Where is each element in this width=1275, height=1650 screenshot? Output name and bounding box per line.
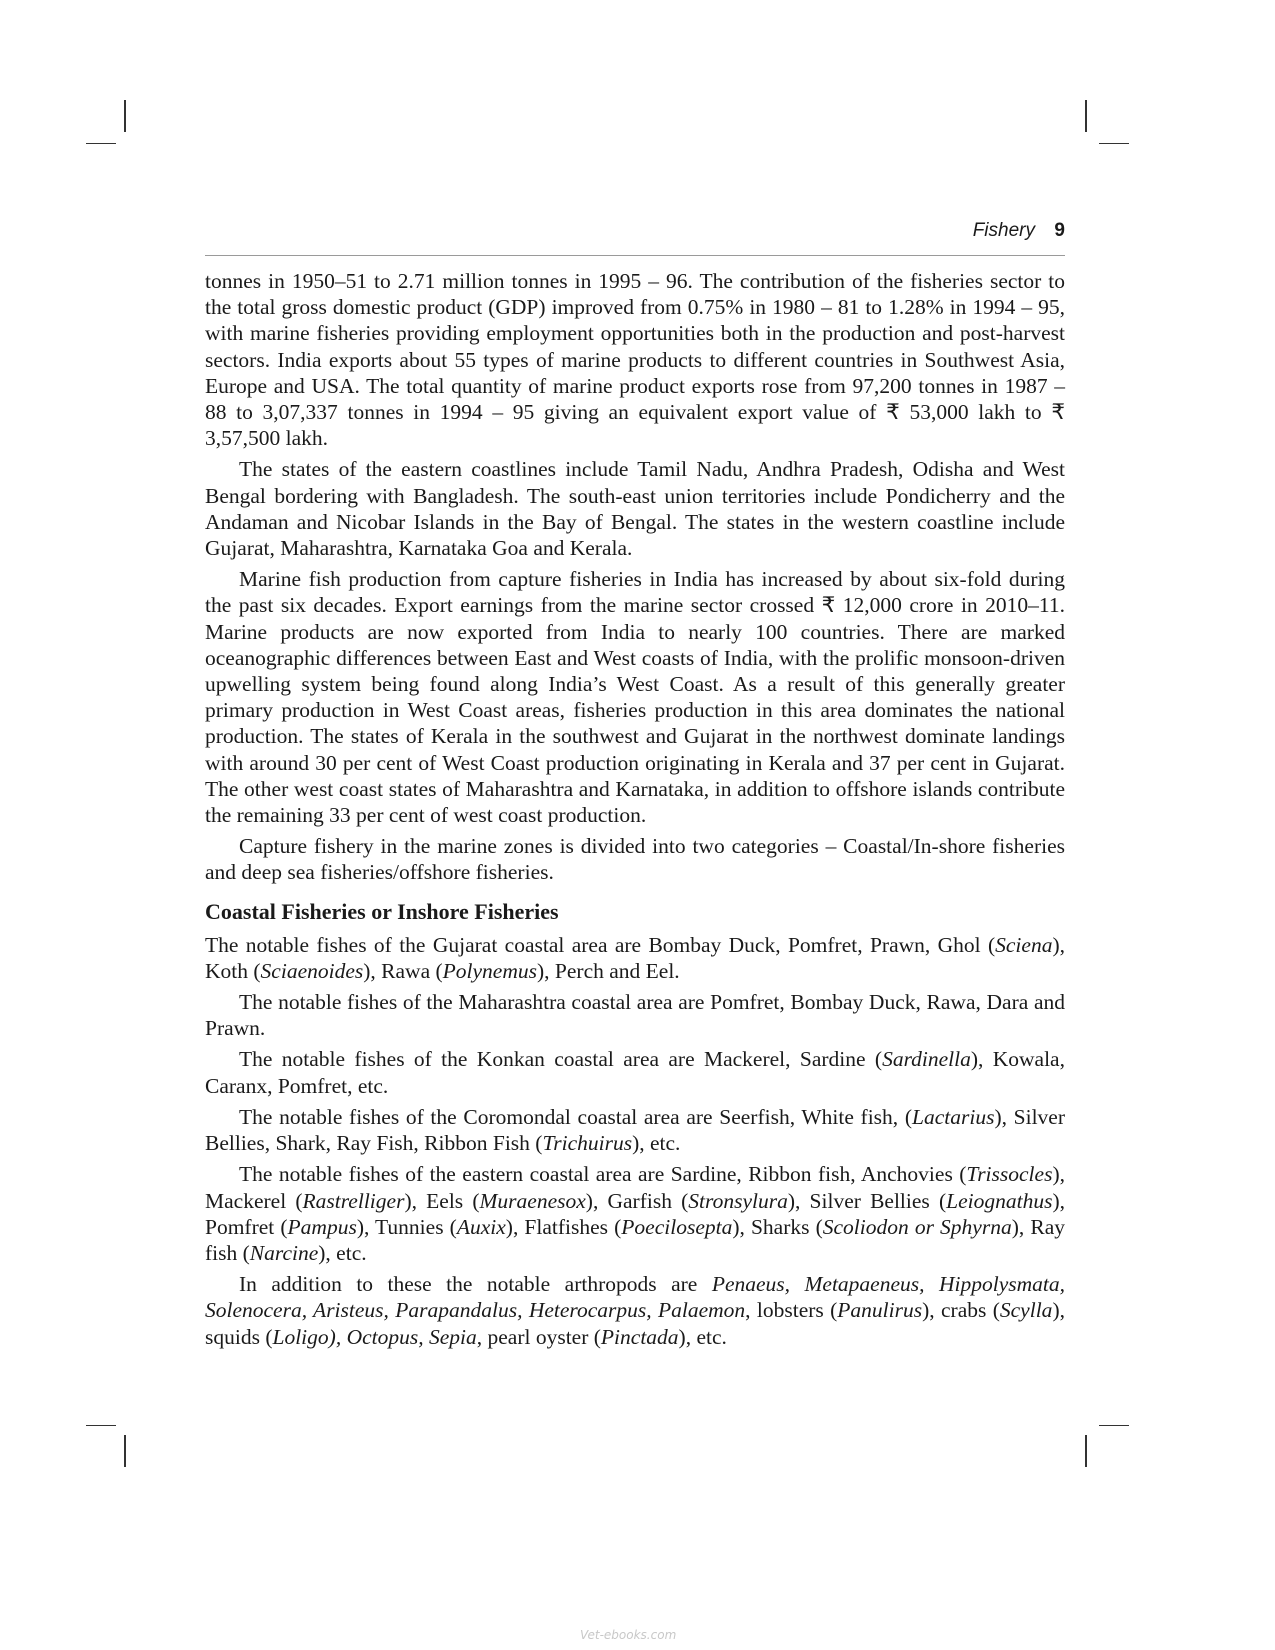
- text-run: ), Mackerel (: [205, 1162, 1065, 1213]
- text-run: The notable fishes of the eastern coastal area are Sardine, Ribbon fish, Anchovies (: [239, 1162, 967, 1187]
- text-run: The notable fishes of the Gujarat coastal area are Bombay Duck, Pomfret, Prawn, Ghol (: [205, 932, 996, 957]
- paragraph-capture-categories: Capture fishery in the marine zones is divided into two categories – Coastal/In-shore fisheries and deep sea fisheries/offshore fisheries.: [205, 834, 1065, 885]
- species-name: Sardinella: [882, 1047, 971, 1072]
- crop-mark-top-right-vertical: [1085, 100, 1087, 132]
- text-run: ), Ray fish (: [205, 1214, 1065, 1265]
- species-name: Leiognathus: [946, 1188, 1053, 1213]
- text-run: ), crabs (: [922, 1298, 1000, 1323]
- species-name: Sciaenoides: [260, 958, 364, 983]
- page-number: 9: [1054, 220, 1065, 241]
- crop-mark-top-right-horizontal: [1099, 143, 1129, 144]
- paragraph-coromondal: [205, 1104, 1065, 1156]
- species-name: Rastrelliger: [302, 1188, 405, 1213]
- text-run: ), etc.: [318, 1240, 367, 1265]
- paragraph-konkan: [205, 1046, 1065, 1098]
- paragraph-coastline-states: The states of the eastern coastlines include Tamil Nadu, Andhra Pradesh, Odisha and West Bengal bordering with Bangladesh. The south-east union territories include Pondicherry and the Andaman and Nicobar Islands in the Bay of Bengal. The states in the western coastline include Gujarat, Maharashtra, Karnataka Goa and Kerala.: [205, 457, 1065, 561]
- text-run: ), Silver Bellies (: [787, 1188, 947, 1213]
- text-run: The notable fishes of the Coromondal coastal area are Seerfish, White fish, (: [239, 1104, 912, 1129]
- text-run: ), Silver Bellies, Shark, Ray Fish, Ribbon Fish (: [205, 1104, 1065, 1156]
- species-name: Pampus: [287, 1214, 357, 1239]
- species-name: Narcine: [249, 1240, 319, 1265]
- paragraph-marine-production: Marine fish production from capture fisheries in India has increased by about six-fold during the past six decades. Export earnings from the marine sector crossed ₹ 12,000 crore in 2010–11. Marine products are now exported from India to nearly 100 countries. There are marked oceanographic differences between East and West coasts of India, with the prolific monsoon-driven upwelling system being found along India’s West Coast. As a result of this generally greater primary production in West Coast areas, fisheries production in this area dominates the national production. The states of Kerala in the southwest and Gujarat in the northwest dominate landings with around 30 per cent of West Coast production originating in Kerala and 37 per cent in Gujarat. The other west coast states of Maharashtra and Karnataka, in addition to offshore islands contribute the remaining 33 per cent of west coast production.: [205, 567, 1065, 828]
- crop-mark-top-left-horizontal: [86, 143, 116, 144]
- text-run: ), Pomfret (: [205, 1188, 1065, 1239]
- species-name: Loligo), Octopus, Sepia: [272, 1324, 477, 1349]
- text-run: In addition to these the notable arthropods are: [239, 1272, 712, 1297]
- text-run: ), Eels (: [404, 1188, 480, 1213]
- text-run: The notable fishes of the Konkan coastal area are Mackerel, Sardine (: [239, 1047, 883, 1072]
- species-name: Trissocles: [966, 1162, 1053, 1187]
- running-head: Fishery: [972, 220, 1035, 241]
- text-run: ), Sharks (: [732, 1214, 823, 1239]
- species-name: Scylla: [999, 1298, 1053, 1323]
- text-run: ), Rawa (: [363, 958, 443, 983]
- species-name: Penaeus, Metapaeneus, Hippolysmata, Solenocera, Aristeus, Parapandalus, Heterocarpus, Palaemon: [205, 1272, 1065, 1323]
- text-run: ), squids (: [205, 1298, 1065, 1349]
- crop-mark-top-left-vertical: [124, 100, 126, 132]
- crop-mark-bottom-right-vertical: [1085, 1435, 1087, 1467]
- text-run: ), Garfish (: [585, 1188, 689, 1213]
- species-name: Panulirus: [837, 1298, 923, 1323]
- paragraph-maharashtra: The notable fishes of the Maharashtra coastal area are Pomfret, Bombay Duck, Rawa, Dara and Prawn.: [205, 990, 1065, 1041]
- header-rule: [205, 255, 1065, 256]
- crop-mark-bottom-left-horizontal: [86, 1425, 116, 1426]
- text-run: , pearl oyster (: [476, 1324, 601, 1349]
- species-name: Lactarius: [912, 1104, 995, 1129]
- species-name: Auxix: [456, 1214, 506, 1239]
- watermark: Vet-ebooks.com: [580, 1628, 677, 1642]
- species-name: Sciena: [995, 932, 1053, 957]
- species-name: Polynemus: [442, 958, 537, 983]
- text-run: ), Flatfishes (: [505, 1214, 622, 1239]
- paragraph-eastern: [205, 1161, 1065, 1266]
- text-run: ), etc.: [678, 1324, 727, 1349]
- species-name: Scoliodon or Sphyrna: [822, 1214, 1012, 1239]
- paragraph-arthropods: [205, 1271, 1065, 1350]
- text-run: ), Tunnies (: [356, 1214, 457, 1239]
- crop-mark-bottom-left-vertical: [124, 1435, 126, 1467]
- text-run: ), etc.: [632, 1131, 681, 1156]
- section-heading: Coastal Fisheries or Inshore Fisheries: [205, 898, 559, 924]
- species-name: Muraenesox: [479, 1188, 586, 1213]
- species-name: Trichuirus: [542, 1131, 633, 1156]
- text-run: , lobsters (: [745, 1298, 838, 1323]
- text-run: ), Kowala, Caranx, Pomfret, etc.: [205, 1047, 1065, 1098]
- page-body: [205, 268, 1065, 1355]
- text-run: ), Perch and Eel.: [537, 958, 680, 983]
- paragraph-continued: tonnes in 1950–51 to 2.71 million tonnes in 1995 – 96. The contribution of the fisheries sector to the total gross domestic product (GDP) improved from 0.75% in 1980 – 81 to 1.28% in 1994 – 95, with marine fisheries providing employment opportunities both in the production and post-harvest sectors. India exports about 55 types of marine products to different countries in Southwest Asia, Europe and USA. The total quantity of marine product exports rose from 97,200 tonnes in 1987 – 88 to 3,07,337 tonnes in 1994 – 95 giving an equivalent export value of ₹ 53,000 lakh to ₹ 3,57,500 lakh.: [205, 269, 1065, 451]
- text-run: ), Koth (: [205, 932, 1065, 983]
- paragraph-gujarat: [205, 932, 1065, 984]
- species-name: Pinctada: [600, 1324, 679, 1349]
- species-name: Poecilosepta: [621, 1214, 733, 1239]
- species-name: Stronsylura: [688, 1188, 788, 1213]
- page-header: [205, 218, 1065, 248]
- crop-mark-bottom-right-horizontal: [1099, 1425, 1129, 1426]
